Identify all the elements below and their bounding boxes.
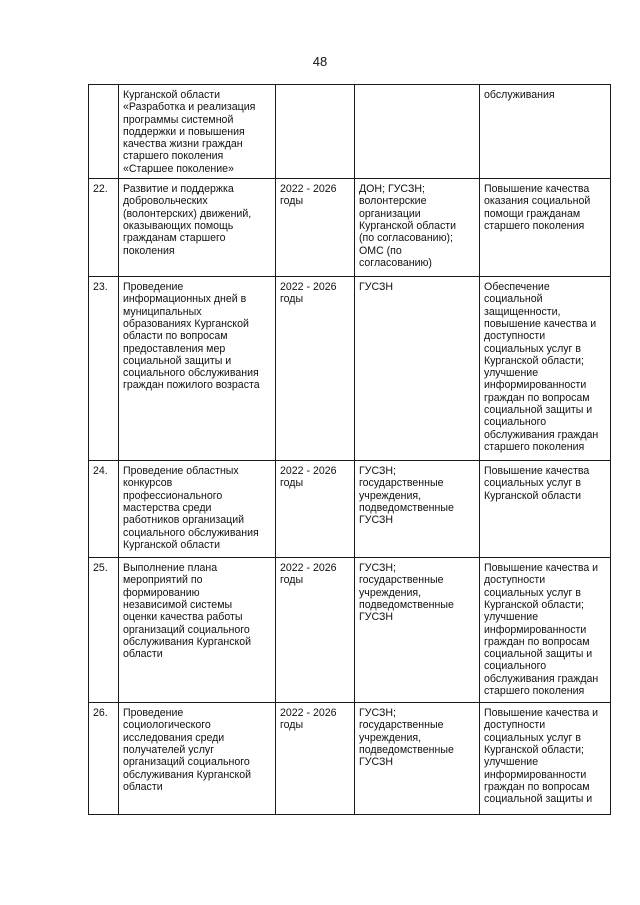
- expected-result: обслуживания: [484, 89, 555, 101]
- term-cell: [276, 558, 355, 703]
- row-number-cell: [89, 179, 119, 277]
- measure-name-cell: [119, 461, 276, 558]
- measure-name-cell: [119, 703, 276, 815]
- row-number: 26.: [93, 707, 108, 720]
- term: 2022 - 2026 годы: [280, 465, 337, 490]
- table-row: [89, 461, 611, 558]
- row-number-cell: [89, 85, 119, 179]
- result-cell: [480, 179, 611, 277]
- responsible-cell: [355, 558, 480, 703]
- page-number: 48: [312, 54, 328, 69]
- row-number: 25.: [93, 562, 108, 575]
- expected-result: Повышение качества социальных услуг в Курганской области: [484, 465, 590, 502]
- term: 2022 - 2026 годы: [280, 183, 337, 208]
- expected-result: Обеспечение социальной защищенности, повышение качества и доступности социальных услуг в Курганской области; улучшение информированности граждан по вопросам социальной защиты и социального обслуживания граждан старшего поколения: [484, 281, 599, 453]
- responsible: ГУСЗН: [359, 281, 394, 294]
- table-row: [89, 558, 611, 703]
- table-row: [89, 703, 611, 815]
- measure-name-cell: [119, 277, 276, 461]
- measure-name: Проведение областных конкурсов профессионального мастерства среди работников организаций социального обслуживания Курганской области: [123, 465, 259, 551]
- result-cell: [480, 461, 611, 558]
- term: 2022 - 2026 годы: [280, 562, 337, 587]
- measure-name-cell: [119, 85, 276, 179]
- table-row: [89, 85, 611, 179]
- measure-name-cell: [119, 558, 276, 703]
- row-number-cell: [89, 558, 119, 703]
- measure-name: Выполнение плана мероприятий по формированию независимой системы оценки качества работы организаций социального обслуживания Курганской области: [123, 562, 252, 661]
- term: 2022 - 2026 годы: [280, 281, 337, 306]
- measure-name-cell: [119, 179, 276, 277]
- result-cell: [480, 277, 611, 461]
- result-cell: [480, 558, 611, 703]
- measure-name: Курганской области «Разработка и реализация программы системной поддержки и повышения качества жизни граждан старшего поколения «Старшее поколение»: [123, 89, 256, 175]
- responsible: ДОН; ГУСЗН; волонтерские организации Курганской области (по согласованию); ОМС (по согласованию): [359, 183, 457, 269]
- row-number: 22.: [93, 183, 108, 196]
- term-cell: [276, 179, 355, 277]
- term-cell: [276, 461, 355, 558]
- measure-name: Проведение социологического исследования среди получателей услуг организаций социального обслуживания Курганской области: [123, 707, 252, 793]
- responsible: ГУСЗН; государственные учреждения, подведомственные ГУСЗН: [359, 465, 454, 527]
- result-cell: [480, 703, 611, 815]
- table-row: [89, 277, 611, 461]
- measures-table: [88, 84, 611, 815]
- row-number: 23.: [93, 281, 108, 294]
- term-cell: [276, 277, 355, 461]
- term-cell: [276, 85, 355, 179]
- responsible-cell: [355, 461, 480, 558]
- term: 2022 - 2026 годы: [280, 707, 337, 732]
- row-number: 24.: [93, 465, 108, 478]
- responsible-cell: [355, 85, 480, 179]
- result-cell: [480, 85, 611, 179]
- measure-name: Развитие и поддержка добровольческих (волонтерских) движений, оказывающих помощь гражданам старшего поколения: [123, 183, 252, 257]
- responsible-cell: [355, 703, 480, 815]
- row-number-cell: [89, 703, 119, 815]
- responsible-cell: [355, 179, 480, 277]
- row-number-cell: [89, 277, 119, 461]
- measure-name: Проведение информационных дней в муниципальных образованиях Курганской области по вопросам предоставления мер социальной защиты и социального обслуживания граждан пожилого возраста: [123, 281, 260, 392]
- table-row: [89, 179, 611, 277]
- expected-result: Повышение качества оказания социальной помощи гражданам старшего поколения: [484, 183, 591, 232]
- responsible: ГУСЗН; государственные учреждения, подведомственные ГУСЗН: [359, 707, 454, 769]
- expected-result: Повышение качества и доступности социальных услуг в Курганской области; улучшение информированности граждан по вопросам социальной защиты и социального обслуживания граждан старшего поколения: [484, 562, 599, 698]
- responsible: ГУСЗН; государственные учреждения, подведомственные ГУСЗН: [359, 562, 454, 624]
- expected-result: Повышение качества и доступности социальных услуг в Курганской области; улучшение информированности граждан по вопросам социальной защиты и: [484, 707, 599, 806]
- term-cell: [276, 703, 355, 815]
- row-number-cell: [89, 461, 119, 558]
- responsible-cell: [355, 277, 480, 461]
